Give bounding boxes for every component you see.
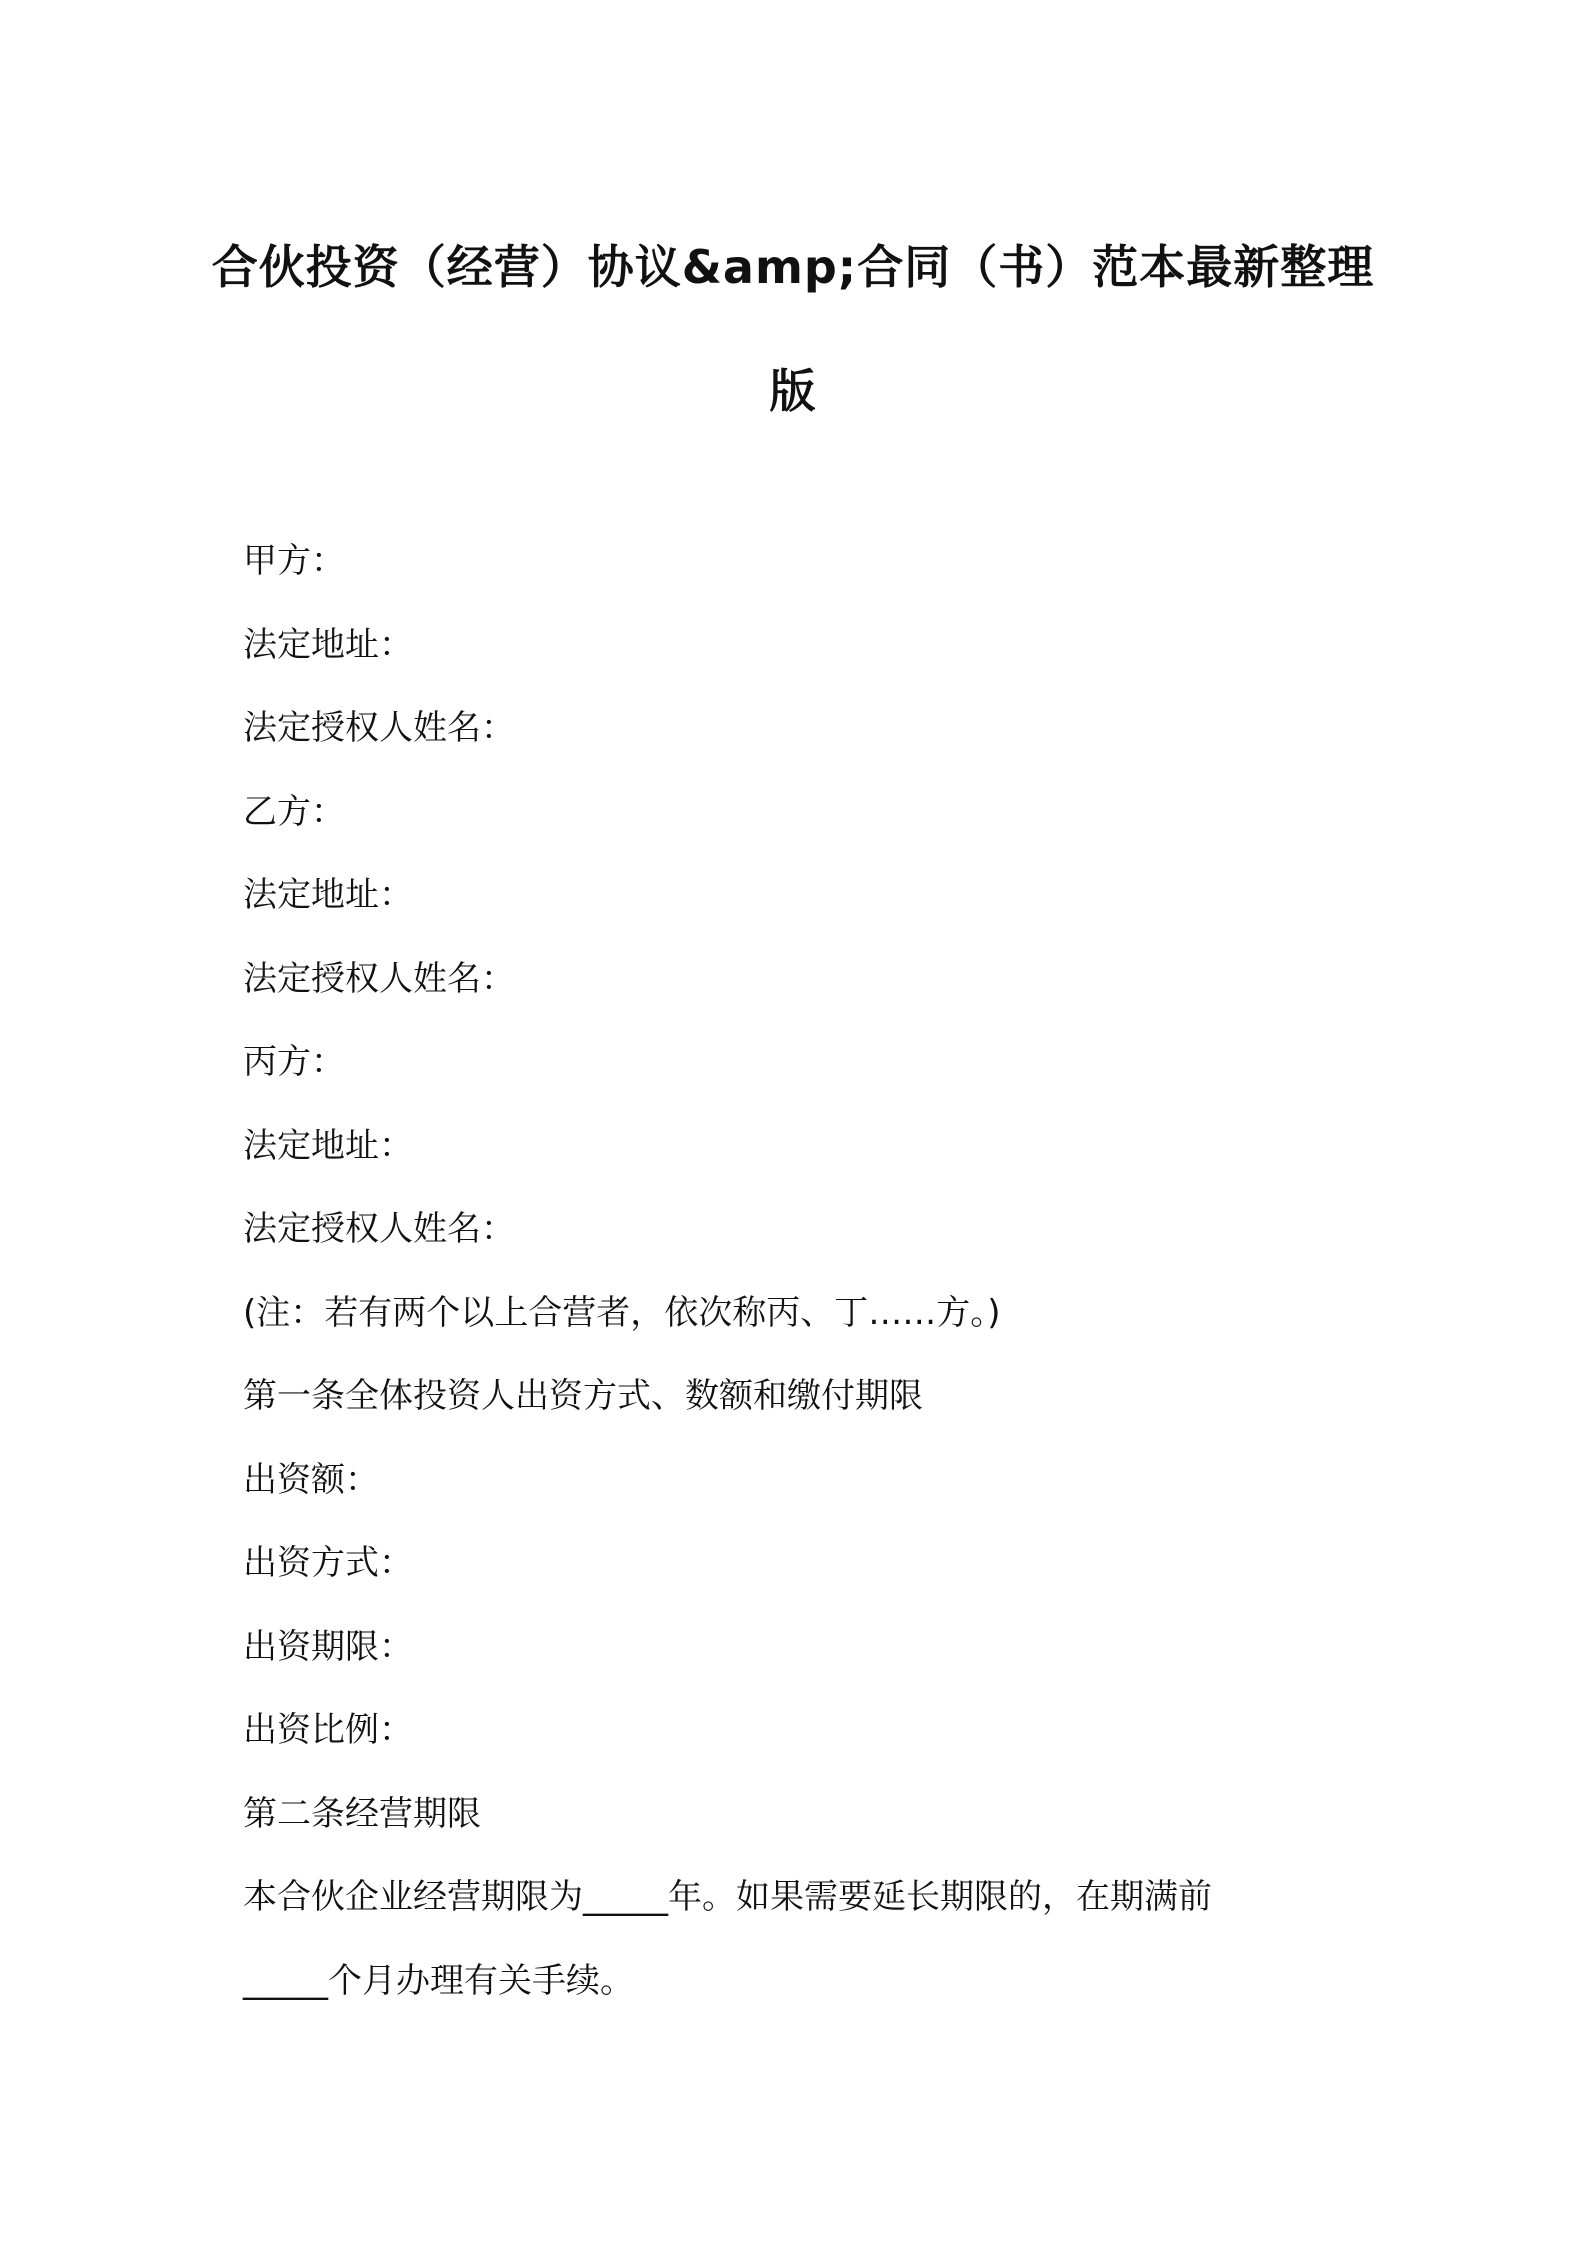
party-c-label: 丙方： [243,1042,345,1082]
party-a-label: 甲方： [243,541,345,581]
parties-note: (注：若有两个以上合营者，依次称丙、丁……方。) [243,1292,1001,1333]
party-a-representative: 法定授权人姓名： [243,708,515,748]
party-b-representative: 法定授权人姓名： [243,958,515,999]
party-b-label: 乙方： [243,791,345,832]
article-1-heading: 第一条全体投资人出资方式、数额和缴付期限 [243,1376,923,1416]
party-c-address: 法定地址： [243,1125,413,1166]
party-b-address: 法定地址： [243,875,413,915]
term-clause-line-1: 本合伙企业经营期限为_____年。如果需要延长期限的，在期满前 [243,1877,1212,1917]
contribution-ratio: 出资比例： [243,1710,413,1750]
contribution-deadline: 出资期限： [243,1626,413,1667]
party-c-representative: 法定授权人姓名： [243,1209,515,1249]
contribution-amount: 出资额： [243,1459,379,1500]
document-body [243,520,1353,2023]
term-clause-line-2: _____个月办理有关手续。 [243,1960,634,2001]
party-a-address: 法定地址： [243,624,413,665]
document-title: 合伙投资（经营）协议&amp;合同（书）范本最新整理版 [211,240,1375,418]
article-2-heading: 第二条经营期限 [243,1793,481,1834]
contribution-method: 出资方式： [243,1543,413,1583]
